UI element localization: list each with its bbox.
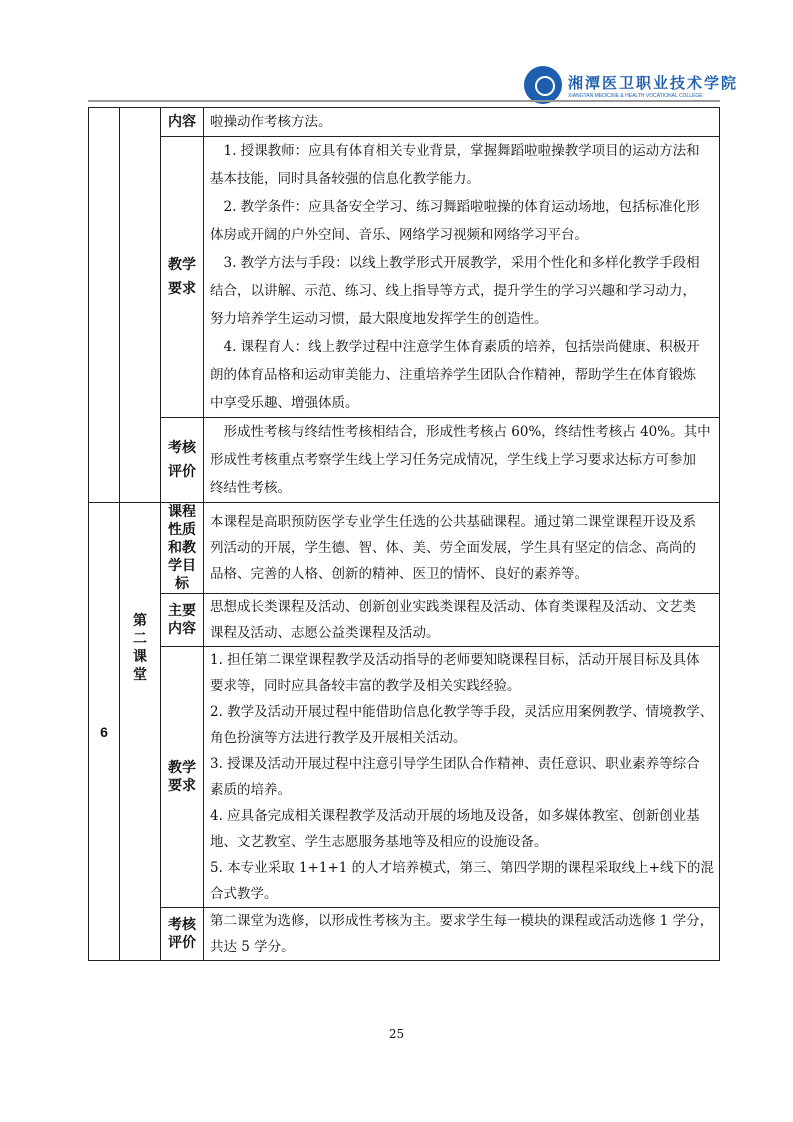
text-line: 1. 担任第二课堂课程教学及活动指导的老师要知晓课程目标，活动开展目标及具体	[210, 652, 700, 668]
text-line: 基本技能，同时具备较强的信息化教学能力。	[210, 171, 480, 187]
text-line: 思想成长类课程及活动、创新创业实践类课程及活动、体育类课程及活动、文艺类	[210, 599, 696, 615]
text-line: 努力培养学生运动习惯，最大限度地发挥学生的创造性。	[210, 311, 548, 327]
text-line: 3. 授课及活动开展过程中注意引导学生团队合作精神、责任意识、职业素养等综合	[210, 756, 700, 772]
table-row	[89, 647, 720, 908]
row-label: 教学 要求	[161, 137, 204, 418]
text-line: 4. 应具备完成相关课程教学及活动开展的场地及设备，如多媒体教室、创新创业基	[210, 808, 700, 824]
text-line: 4. 课程育人：线上教学过程中注意学生体育素质的培养，包括崇尚健康、积极开	[210, 339, 700, 355]
text-line: 2. 教学条件：应具备安全学习、练习舞蹈啦啦操的体育运动场地，包括标准化形	[210, 199, 700, 215]
text-line: 5. 本专业采取 1+1+1 的人才培养模式，第三、第四学期的课程采取线上+线下的混	[210, 860, 714, 876]
table-row	[89, 418, 720, 503]
row-label: 考核 评价	[161, 418, 204, 503]
text-line: 本课程是高职预防医学专业学生任选的公共基础课程。通过第二课堂课程开设及系	[210, 514, 696, 530]
text-line: 体房或开阔的户外空间、音乐、网络学习视频和网络学习平台。	[210, 227, 588, 243]
header-rule	[88, 100, 720, 102]
text-line: 形成性考核重点考察学生线上学习任务完成情况，学生线上学习要求达标方可参加	[210, 452, 696, 468]
table-row	[89, 108, 720, 137]
table-row	[89, 908, 720, 961]
page-number: 25	[388, 1027, 405, 1041]
course-name: 第 二 课 堂	[120, 503, 161, 961]
text-line: 合式教学。	[210, 886, 278, 902]
row-content	[204, 594, 720, 647]
text-line: 2. 教学及活动开展过程中能借助信息化教学等手段，灵活应用案例教学、情境教学、	[210, 704, 714, 720]
text-line: 品格、完善的人格、创新的精神、医卫的情怀、良好的素养等。	[210, 566, 588, 582]
row-label: 内容	[161, 108, 204, 137]
text-line: 列活动的开展，学生德、智、体、美、劳全面发展，学生具有坚定的信念、高尚的	[210, 540, 696, 556]
table-row	[89, 503, 720, 594]
text-line: 结合，以讲解、示范、练习、线上指导等方式，提升学生的学习兴趣和学习动力，	[210, 283, 696, 299]
logo-english-name: XIANGTAN MEDICINE & HEALTH VOCATIONAL COLLEGE	[568, 92, 703, 99]
table-row	[89, 137, 720, 418]
curriculum-table	[88, 107, 720, 961]
row-label: 课程 性质 和教 学目 标	[161, 503, 204, 594]
college-logo	[524, 66, 738, 104]
table-row	[89, 594, 720, 647]
text-line: 终结性考核。	[210, 480, 291, 496]
row-content	[204, 418, 720, 503]
text-line: 中享受乐趣、增强体质。	[210, 395, 359, 411]
course-number: 6	[89, 503, 120, 961]
text-line: 素质的培养。	[210, 782, 291, 798]
text-line: 1. 授课教师：应具有体育相关专业背景，掌握舞蹈啦啦操教学项目的运动方法和	[210, 143, 700, 159]
text-line: 课程及活动、志愿公益类课程及活动。	[210, 625, 440, 641]
row-content	[204, 503, 720, 594]
text-line: 共达 5 学分。	[210, 939, 295, 955]
logo-chinese-name: 湘潭医卫职业技术学院	[568, 73, 739, 92]
row-content	[204, 137, 720, 418]
row-content	[204, 108, 720, 137]
course-name-cell	[120, 108, 161, 503]
text-line: 要求等，同时应具备较丰富的教学及相关实践经验。	[210, 678, 521, 694]
text-line: 形成性考核与终结性考核相结合，形成性考核占 60%，终结性考核占 40%。其中	[210, 424, 711, 440]
text-line: 第二课堂为选修，以形成性考核为主。要求学生每一模块的课程或活动选修 1 学分，	[210, 913, 714, 929]
row-label: 教学 要求	[161, 647, 204, 908]
text-line: 3. 教学方法与手段：以线上教学形式开展教学，采用个性化和多样化教学手段相	[210, 255, 700, 271]
text-line: 朗的体育品格和运动审美能力、注重培养学生团队合作精神，帮助学生在体育锻炼	[210, 367, 696, 383]
row-content	[204, 647, 720, 908]
number-cell	[89, 108, 120, 503]
row-content	[204, 908, 720, 961]
row-label: 主要 内容	[161, 594, 204, 647]
college-seal-icon	[524, 66, 562, 104]
text-line: 地、文艺教室、学生志愿服务基地等及相应的设施设备。	[210, 834, 548, 850]
text-line: 啦操动作考核方法。	[210, 114, 332, 130]
text-line: 角色扮演等方法进行教学及开展相关活动。	[210, 730, 467, 746]
row-label: 考核 评价	[161, 908, 204, 961]
